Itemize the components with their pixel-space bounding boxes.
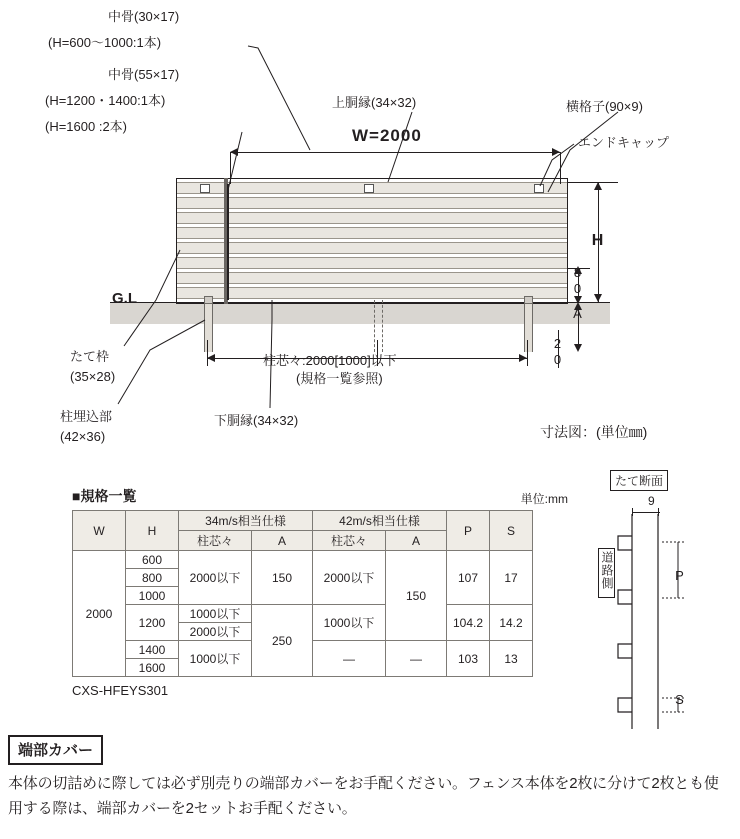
cell-p-1: 107	[447, 551, 490, 605]
height-ext-top	[568, 182, 618, 183]
header-spec42: 42m/s相当仕様	[313, 511, 447, 531]
lattice-slat	[176, 227, 568, 239]
width-arrow-right	[552, 148, 560, 156]
cell-42-pitch-c: —	[313, 641, 386, 677]
post-frame-line1: たて枠	[70, 349, 110, 364]
header-spec34: 34m/s相当仕様	[179, 511, 313, 531]
dimA-arrow-down	[574, 344, 582, 352]
mid-rail-1-line2: (H=600〜1000:1本)	[48, 35, 162, 50]
width-ext-right	[560, 152, 561, 184]
end-cap-label: エンドキャップ	[578, 135, 670, 150]
note-body: 本体の切詰めに際しては必ず別売りの端部カバーをお手配ください。フェンス本体を2枚に分けて2枚とも使用する際は、端部カバーを2セットお手配ください。	[8, 775, 719, 817]
ground-level-label: G.L	[112, 290, 137, 307]
cell-42-pitch-b: 1000以下	[313, 605, 386, 641]
header-p: P	[447, 511, 490, 551]
pitch-ext-right	[527, 340, 528, 366]
cell-34-pitch-c: 2000以下	[179, 623, 252, 641]
cell-p-2: 104.2	[447, 605, 490, 641]
section-dim9: 9	[648, 494, 655, 508]
post-cap-right	[524, 296, 533, 304]
cell-42-a-2: —	[386, 641, 447, 677]
width-ext-left	[230, 152, 231, 184]
width-arrow-left	[230, 148, 238, 156]
mid-rail-2-line3: (H=1600 :2本)	[45, 119, 128, 134]
road-side-wrap	[598, 548, 615, 598]
lattice-label: 横格子(90×9)	[566, 99, 643, 114]
post-buried-line2: (42×36)	[60, 429, 106, 444]
cell-34-a-1: 150	[252, 551, 313, 605]
table-row	[73, 605, 533, 623]
vertical-section-block	[600, 470, 735, 720]
cell-h-1400: 1400	[126, 641, 179, 659]
spec-unit: 単位:mm	[520, 492, 568, 506]
panel-top-frame	[176, 178, 568, 179]
dim20-label-wrap	[550, 336, 565, 373]
cell-h-1200: 1200	[126, 605, 179, 641]
header-pitch-34: 柱芯々	[179, 531, 252, 551]
cell-42-a-1: 150	[386, 551, 447, 641]
cell-34-pitch-d: 1000以下	[179, 641, 252, 677]
height-arrow-up	[594, 182, 602, 190]
table-header-row	[73, 511, 533, 531]
cap-mark	[364, 184, 374, 193]
section-p-label: P	[672, 568, 687, 584]
cell-34-pitch-a: 2000以下	[179, 551, 252, 605]
panel-bottom-frame	[176, 303, 568, 304]
height-dimension-label	[588, 232, 606, 255]
cell-s-3: 13	[490, 641, 533, 677]
mid-rail-2-line1: 中骨(55×17)	[108, 67, 180, 82]
section-s-label-wrap	[672, 692, 687, 713]
mid-rail-2-line2: (H=1200・1400:1本)	[45, 93, 166, 108]
cell-h-1600: 1600	[126, 659, 179, 677]
fence-panel	[176, 182, 568, 300]
pitch-arrow-left	[207, 354, 215, 362]
height-arrow-down	[594, 294, 602, 302]
cell-p-3: 103	[447, 641, 490, 677]
dimA-label: A	[570, 306, 585, 322]
header-w: W	[73, 511, 126, 551]
lower-frame-label: 下胴縁(34×32)	[214, 413, 299, 428]
cell-s-1: 17	[490, 551, 533, 605]
section-title: たて断面	[610, 470, 668, 491]
lattice-slat	[176, 197, 568, 209]
pitch-label-2: (規格一覧参照)	[296, 371, 383, 386]
post-buried-line1: 柱埋込部	[60, 409, 113, 424]
end-cover-note	[8, 735, 732, 821]
dimA-label-wrap	[570, 306, 585, 327]
header-s: S	[490, 511, 533, 551]
cap-mark	[534, 184, 544, 193]
cell-w: 2000	[73, 551, 126, 677]
pitch-ext-left	[207, 340, 208, 366]
table-row	[73, 551, 533, 569]
cell-h-800: 800	[126, 569, 179, 587]
lattice-slat	[176, 287, 568, 299]
mid-rail	[224, 178, 228, 304]
post-right	[524, 300, 533, 352]
spec-table-block	[72, 486, 572, 698]
lattice-slat	[176, 242, 568, 254]
width-dimension-label: W=2000	[352, 126, 422, 145]
cell-h-1000: 1000	[126, 587, 179, 605]
upper-frame-label: 上胴縁(34×32)	[332, 95, 417, 110]
dim80-label: 80	[570, 265, 585, 297]
dim80-label-wrap	[570, 265, 585, 302]
header-h: H	[126, 511, 179, 551]
lattice-slat	[176, 272, 568, 284]
lattice-slat	[176, 212, 568, 224]
post-middle-dashed	[374, 300, 383, 352]
section-dim9-line	[632, 512, 660, 513]
dim20-label: 20	[550, 336, 565, 368]
cap-mark	[200, 184, 210, 193]
post-cap-left	[204, 296, 213, 304]
header-pitch-42: 柱芯々	[313, 531, 386, 551]
cell-42-pitch-a: 2000以下	[313, 551, 386, 605]
post-frame-line2: (35×28)	[70, 369, 116, 384]
road-side-label: 道路側	[600, 551, 614, 590]
section-p-label-wrap	[672, 568, 687, 589]
cell-34-pitch-b: 1000以下	[179, 605, 252, 623]
mid-rail-1-line1: 中骨(30×17)	[108, 9, 180, 24]
unit-note: 寸法図：(単位㎜)	[540, 424, 648, 440]
height-letter: H	[589, 232, 606, 250]
note-title: 端部カバー	[8, 735, 103, 765]
cell-s-2: 14.2	[490, 605, 533, 641]
panel-right-frame	[567, 178, 568, 304]
pitch-label-1: 柱芯々:2000[1000]以下	[263, 353, 397, 368]
cell-h-600: 600	[126, 551, 179, 569]
cell-34-a-2: 250	[252, 605, 313, 677]
post-left	[204, 300, 213, 352]
spec-code: CXS-HFEYS301	[72, 683, 169, 698]
pitch-arrow-right	[519, 354, 527, 362]
width-dimension-line	[230, 152, 560, 153]
spec-table	[72, 510, 533, 677]
ground-band	[110, 302, 610, 324]
panel-left-frame	[176, 178, 177, 304]
spec-title: ■規格一覧	[72, 488, 137, 504]
lattice-slat	[176, 257, 568, 269]
section-s-label: S	[672, 692, 687, 708]
header-a-34: A	[252, 531, 313, 551]
header-a-42: A	[386, 531, 447, 551]
